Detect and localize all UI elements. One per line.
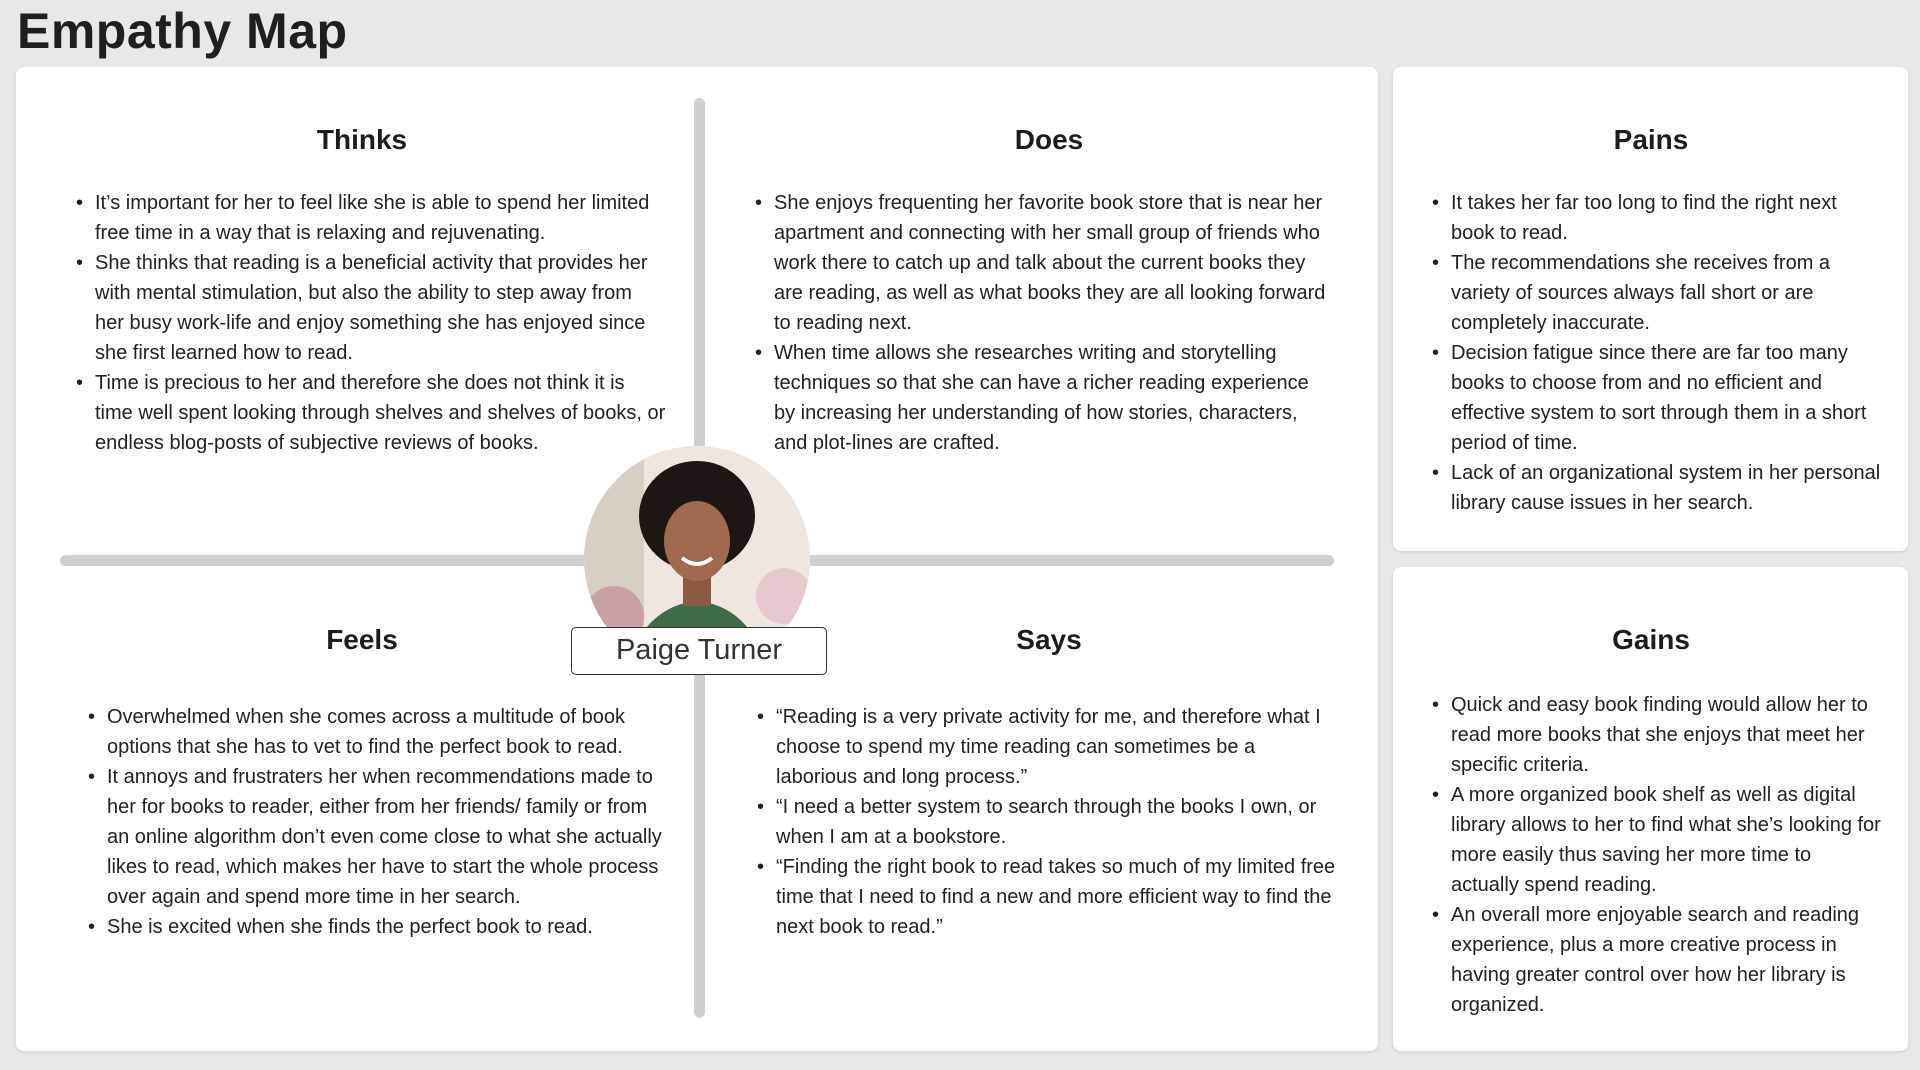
pains-item: • The recommendations she receives from a variety of sources always fall short or are completely inaccurate. <box>1432 248 1882 338</box>
does-item: • She enjoys frequenting her favorite book store that is near her apartment and connecting with her small group of friends who work there to catch up and talk about the current books they are reading, as well as what books they are all looking forward to reading next. <box>755 188 1335 338</box>
pains-item: • It takes her far too long to find the right next book to read. <box>1432 188 1882 248</box>
gains-list <box>1432 690 1882 1020</box>
thinks-list <box>76 188 666 458</box>
gains-heading: Gains <box>1612 624 1690 655</box>
pains-item: • Decision fatigue since there are far too many books to choose from and no efficient and effective system to sort through them in a short period of time. <box>1432 338 1882 458</box>
feels-item: • Overwhelmed when she comes across a multitude of book options that she has to vet to find the perfect book to read. <box>88 702 664 762</box>
pains-item: • Lack of an organizational system in her personal library cause issues in her search. <box>1432 458 1882 518</box>
thinks-heading: Thinks <box>316 124 408 155</box>
persona-name: Paige Turner <box>571 627 827 675</box>
feels-item: • She is excited when she finds the perfect book to read. <box>88 912 664 942</box>
thinks-item: • Time is precious to her and therefore she does not think it is time well spent looking through shelves and shelves of books, or endless blog-posts of subjective reviews of books. <box>76 368 666 458</box>
gains-item: • A more organized book shelf as well as digital library allows to her to find what she’s looking for more easily thus saving her more time to actually spend reading. <box>1432 780 1882 900</box>
thinks-item: • She thinks that reading is a beneficial activity that provides her with mental stimulation, but also the ability to step away from her busy work-life and enjoy something she has enjoyed since she first learned how to read. <box>76 248 666 368</box>
does-list <box>755 188 1335 458</box>
gains-item: • Quick and easy book finding would allow her to read more books that she enjoys that meet her specific criteria. <box>1432 690 1882 780</box>
does-heading: Does <box>1014 124 1084 155</box>
thinks-item: • It’s important for her to feel like she is able to spend her limited free time in a way that is relaxing and rejuvenating. <box>76 188 666 248</box>
says-heading: Says <box>1016 624 1082 655</box>
pains-heading: Pains <box>1613 124 1689 155</box>
gains-item: • An overall more enjoyable search and reading experience, plus a more creative process in having greater control over how her library is organized. <box>1432 900 1882 1020</box>
feels-heading: Feels <box>326 624 398 655</box>
does-item: • When time allows she researches writing and storytelling techniques so that she can have a richer reading experience by increasing her understanding of how stories, characters, and plot-lines are crafted. <box>755 338 1335 458</box>
says-list <box>757 702 1337 942</box>
feels-list <box>88 702 664 942</box>
says-item: • “Reading is a very private activity for me, and therefore what I choose to spend my time reading can sometimes be a laborious and long process.” <box>757 702 1337 792</box>
says-item: • “Finding the right book to read takes so much of my limited free time that I need to find a new and more efficient way to find the next book to read.” <box>757 852 1337 942</box>
page-title: Empathy Map <box>17 3 348 59</box>
pains-list <box>1432 188 1882 518</box>
feels-item: • It annoys and frustraters her when recommendations made to her for books to reader, either from her friends/ family or from an online algorithm don’t even come close to what she actually likes to read, which makes her have to start the whole process over again and spend more time in her search. <box>88 762 664 912</box>
says-item: • “I need a better system to search through the books I own, or when I am at a bookstore. <box>757 792 1337 852</box>
